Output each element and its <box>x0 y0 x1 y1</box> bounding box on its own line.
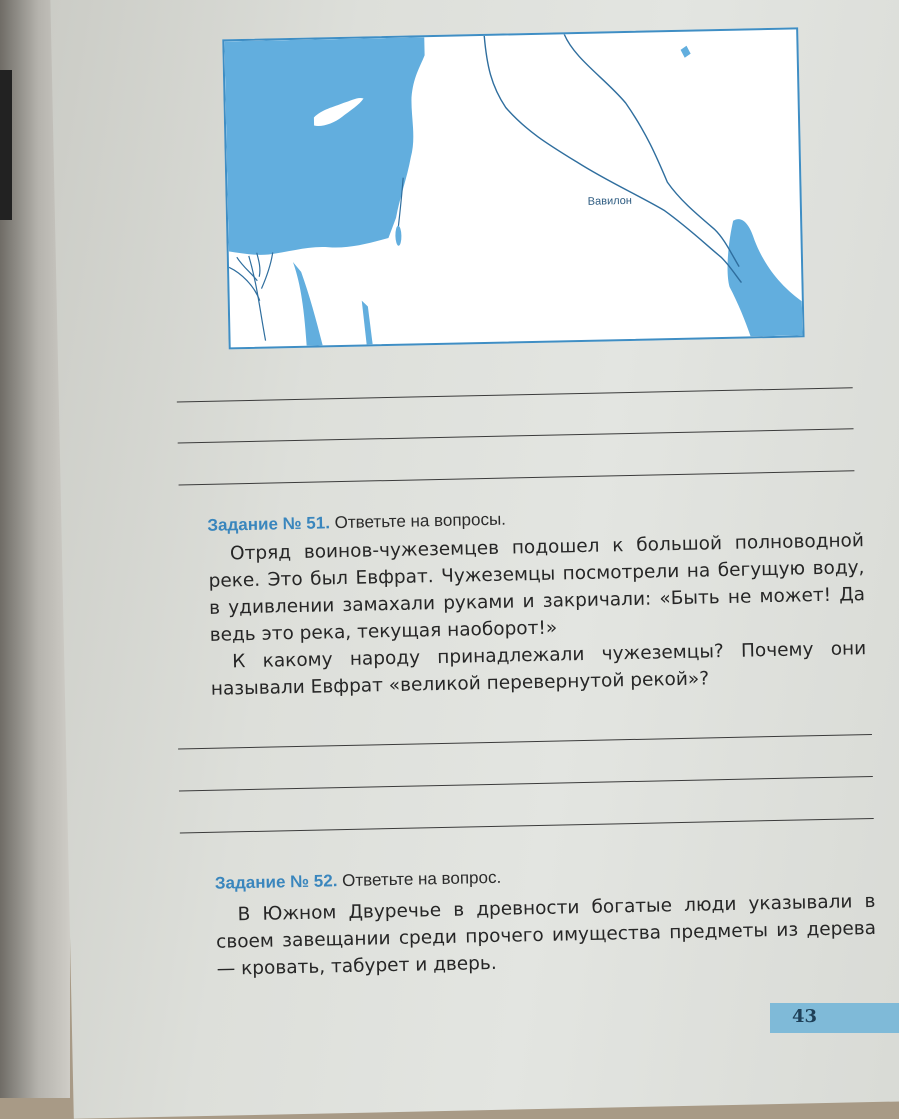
answer-line[interactable] <box>179 776 873 792</box>
answer-line[interactable] <box>177 387 853 402</box>
babylon-label: Вавилон <box>587 194 633 208</box>
answer-line[interactable] <box>180 818 874 834</box>
task-51-paragraph-1: Отряд воинов-чужеземцев подошел к большой полноводной реке. Это был Евфрат. Чужеземцы посмотрели на бегущую воду, в удивлении замахали руками и закричали: «Быть не может! Да ведь это река, текущая наоборот!» <box>208 530 866 646</box>
map-figure <box>222 27 804 349</box>
nile-delta <box>229 252 275 341</box>
task-52-text <box>215 888 877 983</box>
euphrates-river <box>484 31 741 288</box>
task-51-title <box>207 510 506 536</box>
answer-line[interactable] <box>178 428 854 443</box>
answer-line[interactable] <box>178 734 872 750</box>
task-51-text <box>208 527 867 703</box>
task-51-paragraph-2: К какому народу принадлежали чужеземцы? Почему они называли Евфрат «великой перевернутой рекой»? <box>210 638 867 700</box>
task-52-title <box>215 868 502 894</box>
page-number-badge <box>770 1003 899 1033</box>
mesopotamia-map <box>224 29 802 347</box>
page-number: 43 <box>792 1006 818 1027</box>
task-52-paragraph-1: В Южном Двуречье в древности богатые люди указывали в своем завещании среди прочего имущества предметы из дерева — кровать, табурет и дверь. <box>215 890 877 980</box>
task-52-instruction: Ответьте на вопрос. <box>341 867 502 891</box>
task-51-number: Задание № 51. <box>207 513 331 535</box>
red-sea <box>293 261 323 346</box>
tigris-river <box>564 31 739 271</box>
task-51-instruction: Ответьте на вопросы. <box>334 509 507 533</box>
lake <box>680 46 690 58</box>
mediterranean-sea <box>224 37 428 255</box>
answer-line[interactable] <box>179 470 855 485</box>
aqaba-gulf <box>362 300 373 344</box>
workbook-page <box>50 0 899 1119</box>
dead-sea <box>395 226 401 246</box>
task-52-number: Задание № 52. <box>214 871 338 893</box>
